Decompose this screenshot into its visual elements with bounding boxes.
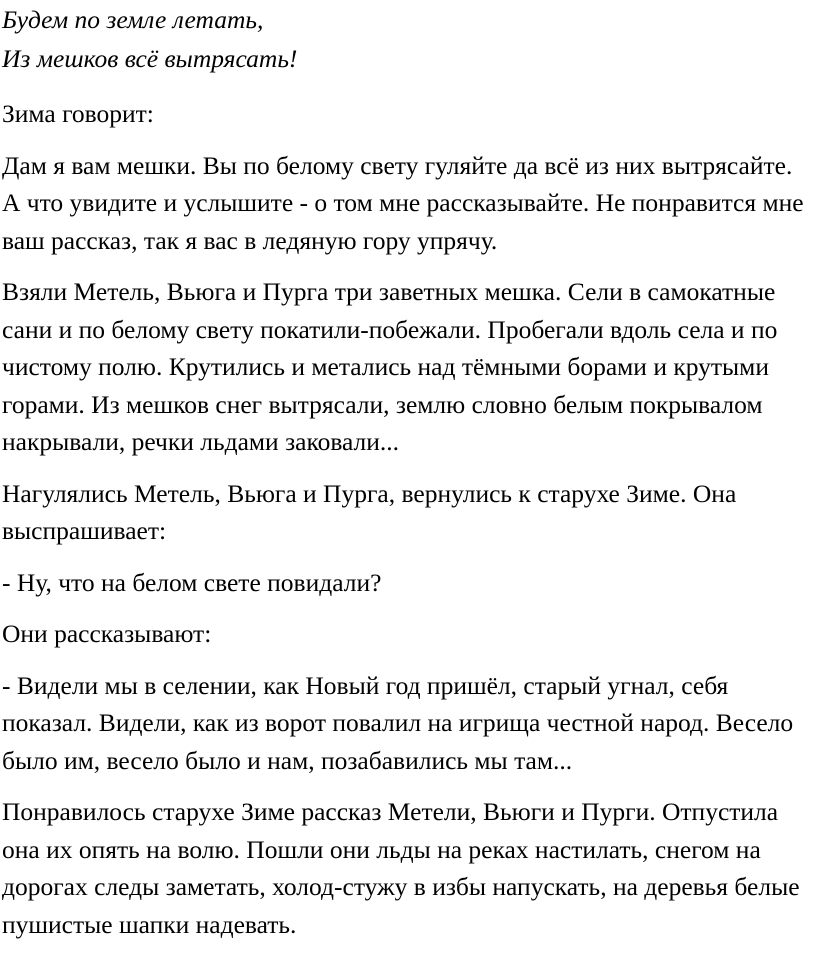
paragraph: Взяли Метель, Вьюга и Пурга три заветных мешка. Сели в самокатные сани и по белому свету покатили-побежали. Пробегали вдоль села и по чистому полю. Крутились и метались над тёмными борами и крутыми горами. Из мешков снег вытрясали, землю словно белым покрывалом накрывали, речки льдами заковали... [2, 277, 778, 456]
paragraph: Зима говорит: [2, 99, 154, 128]
document-page [2, 0, 812, 943]
paragraph: Нагулялись Метель, Вьюга и Пурга, вернулись к старухе Зиме. Она выспрашивает: [2, 478, 737, 545]
paragraph: - Ну, что на белом свете повидали? [2, 567, 382, 597]
paragraph: Дам я вам мешки. Вы по белому свету гуляйте да всё из них вытрясайте. А что увидите и услышите - о том мне рассказывайте. Не понравится мне ваш рассказ, так я вас в ледяную гору упрячу. [2, 150, 804, 255]
verse-line: Из мешков всё вытрясать! [2, 44, 298, 73]
verse-line: Будем по земле летать, [2, 5, 264, 34]
paragraph: - Видели мы в селении, как Новый год пришёл, старый угнал, себя показал. Видели, как из ворот повалил на игрища честной народ. Весело было им, весело было и нам, позабавились мы там... [2, 670, 794, 775]
paragraph: Они рассказывают: [2, 619, 212, 648]
paragraph: Понравилось старухе Зиме рассказ Метели, Вьюги и Пурги. Отпустила она их опять на волю. Пошли они льды на реках настилать, снегом на дорогах следы заметать, холод-стужу в избы напускать, на деревья белые пушистые шапки надевать. [2, 797, 800, 939]
verse-block [2, 0, 812, 78]
